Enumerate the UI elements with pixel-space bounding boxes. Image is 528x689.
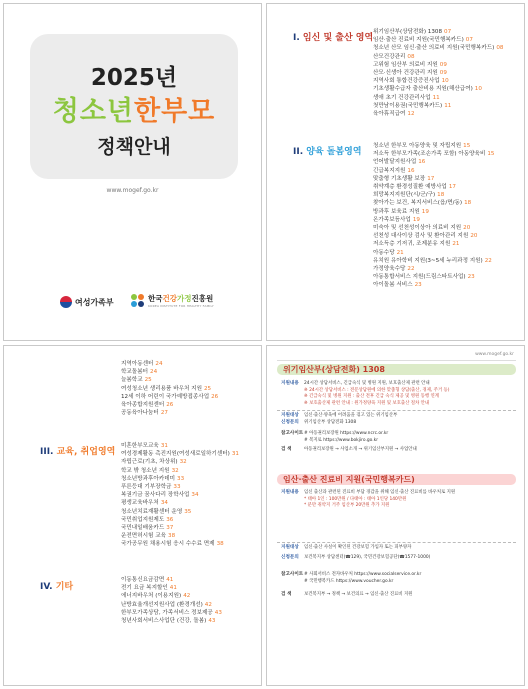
- toc-item[interactable]: 청소년 산모 임신·출산 의료비 지원(국민행복카드) 08: [373, 45, 504, 52]
- toc-item[interactable]: 청소년 한부모 아동양육 및 자립지원 15: [373, 143, 471, 149]
- toc-item[interactable]: 국가공무원 채용시험 응시 수수료 면제 38: [121, 541, 224, 548]
- toc-item[interactable]: 늘봄학교 25: [121, 377, 152, 384]
- toc-item[interactable]: 전기 요금 복지할인 41: [121, 585, 177, 592]
- mogef-logo: [60, 296, 114, 308]
- toc-item[interactable]: 선천성 대사이상 검사 및 환아관리 지원 20: [373, 233, 478, 240]
- toc-item[interactable]: 자립근로(기초, 차상위) 32: [121, 459, 187, 466]
- toc-item[interactable]: 생애 초기 건강관리사업 11: [373, 94, 440, 101]
- toc-item[interactable]: 찾아가는 보건, 복지서비스(읍/면/동) 18: [373, 200, 472, 207]
- toc-item[interactable]: 국민내일배움카드 37: [121, 525, 174, 532]
- toc-item[interactable]: 고위험 임산부 의료비 지원 09: [373, 61, 447, 68]
- block1-row-search: 검 색 아동권리보장원 → 사업소개 → 위기임산부지원 → 사업안내: [281, 447, 417, 452]
- toc-item[interactable]: 희망복지지원단(시/군/구) 18: [373, 192, 445, 199]
- toc-item[interactable]: 온가족보듬사업 19: [373, 216, 420, 223]
- toc-page-2: [3, 345, 262, 686]
- toc-item[interactable]: 임산·출산 진료비 지원(국민행복카드) 07: [373, 37, 473, 44]
- toc-section-1: I. 임신 및 출산 영역: [293, 33, 374, 43]
- divider: [277, 542, 516, 543]
- toc-item[interactable]: 지역사회 통합건강증진사업 10: [373, 78, 449, 85]
- divider: [277, 410, 516, 411]
- detail-page: [266, 345, 525, 686]
- block2-row-content: 지원내용 임신 출산과 관련된 진료비 부담 경감을 위해 임신·출산 진료비를 바우처로 지원 * 태아 1인 : 100만원 / 다태아 : 태아 1인당 140만원 * 분만 취약지 거주 임산부 20만원 추가 지원: [281, 490, 456, 508]
- toc-item[interactable]: 평생교육바우처 34: [121, 500, 168, 507]
- toc-item[interactable]: 이동통신요금감면 41: [121, 577, 174, 583]
- toc-item[interactable]: 방과후 보육료 지원 19: [373, 208, 429, 215]
- toc-item[interactable]: 아동통합서비스 지원(드림스타트사업) 23: [373, 274, 475, 281]
- toc-item[interactable]: 아이돌봄 서비스 23: [373, 282, 422, 289]
- mogef-name: 여성가족부: [75, 297, 114, 307]
- cover-title: [30, 89, 238, 128]
- toc-item[interactable]: 위기임산부(상담전화) 1308 07: [373, 29, 452, 35]
- block2-row-sites: 참고사이트 # 사회서비스 전자바우처 https://www.socialservice.or.kr # 국민행복카드 https://www.voucher.go.kr: [281, 572, 422, 584]
- toc-item[interactable]: 지역아동센터 24: [121, 361, 163, 367]
- toc-item[interactable]: 청년사회서비스사업단 (건강, 돌봄) 43: [121, 618, 216, 625]
- toc-item[interactable]: 아동수당 21: [373, 249, 404, 256]
- block2-row-search: 검 색 보건복지부 → 정책 → 보건의료 → 임신·출산 진료비 지원: [281, 592, 413, 597]
- toc-item[interactable]: 취약계층 환경성질환 예방사업 17: [373, 184, 456, 191]
- toc-item[interactable]: 공동육아나눔터 27: [121, 410, 168, 417]
- cover-title-part1: 청소년: [52, 96, 134, 127]
- detail-url: www.mogef.go.kr: [475, 352, 514, 357]
- kihf-logo: [131, 293, 214, 308]
- toc-item[interactable]: 첫만남이용권(국민행복카드) 11: [373, 102, 452, 109]
- toc-item[interactable]: 긴급복지지원 16: [373, 167, 415, 174]
- block1-row-target: 지원대상 임신·출산·양육에 어려움을 겪고 있는 위기임산부: [281, 413, 398, 418]
- cover-subtitle: 정책안내: [97, 136, 171, 158]
- toc-list-4: [121, 576, 222, 625]
- toc-list-2-cont: [121, 360, 218, 417]
- toc-item[interactable]: 여성청소년 생리용품 바우처 지원 25: [121, 385, 212, 392]
- toc-section-3: III. 교육, 취업영역: [40, 447, 116, 457]
- toc-item[interactable]: 학교돌봄터 24: [121, 369, 158, 376]
- kihf-name: 한국건강가정진흥원: [148, 294, 214, 303]
- toc-list-1: [373, 28, 503, 118]
- toc-item[interactable]: 12세 이하 어린이 국가예방접종사업 26: [121, 393, 219, 400]
- cover-title-part2: 한부모: [134, 96, 216, 127]
- toc-item[interactable]: 유치원 유아학비 지원(3~5세 누리과정 지원) 22: [373, 257, 492, 264]
- block1-title: 위기임산부(상담전화) 1308: [277, 364, 516, 375]
- header-divider: [277, 360, 516, 361]
- toc-item[interactable]: 산모·신생아 건강관리 지원 09: [373, 70, 447, 77]
- toc-list-3: [121, 442, 239, 549]
- toc-item[interactable]: 저소득 한부모가족(조손가족 포함) 아동양육비 15: [373, 151, 495, 158]
- block2-row-target: 지원대상 임신·출산 사실이 확인된 건강보험 가입자 또는 피부양자: [281, 545, 412, 550]
- kihf-name-en: KOREA INSTITUTE FOR HEALTHY FAMILY: [148, 304, 214, 308]
- block1-row-sites: 참고사이트 # 아동권리보장원 https://www.ncrc.or.kr # 복지로 https://www.bokjiro.go.kr: [281, 431, 389, 443]
- toc-item[interactable]: 여성경제활동 촉진지원(여성새로일하기센터) 31: [121, 451, 239, 458]
- cover-url: www.mogef.go.kr: [106, 187, 159, 194]
- block1-row-inquiry: 신청문의 위기임산부 상담전화 1308: [281, 420, 357, 425]
- toc-item[interactable]: 언어발달지원사업 16: [373, 159, 426, 166]
- block2-title: 임산·출산 진료비 지원(국민행복카드): [277, 474, 516, 485]
- toc-section-2: II. 양육 돌봄영역: [293, 147, 362, 157]
- toc-item[interactable]: 청소년치료재활센터 운영 35: [121, 508, 192, 515]
- cover-year: 2025년: [90, 65, 178, 91]
- toc-item[interactable]: 복권기금 꿈사다리 장학사업 34: [121, 492, 199, 499]
- toc-item[interactable]: 미혼한부모교육 31: [121, 443, 168, 449]
- toc-item[interactable]: 미숙아 및 선천성이상아 의료비 지원 20: [373, 225, 471, 232]
- toc-list-2: [373, 142, 495, 290]
- toc-item[interactable]: 육아종합지원센터 26: [121, 402, 174, 409]
- cover-title-box: [30, 34, 238, 179]
- toc-item[interactable]: 푸른등대 기부장학금 33: [121, 484, 181, 491]
- block2-row-inquiry: 신청문의 보건복지부 상담센터(☎129), 국민건강보험공단(☎1577-1000): [281, 555, 431, 560]
- toc-page-1: [266, 3, 525, 341]
- toc-item[interactable]: 기초생활수급자 출산비용 지원(해산급여) 10: [373, 86, 482, 93]
- toc-item[interactable]: 저소득층 기저귀, 조제분유 지원 21: [373, 241, 460, 248]
- cover-page: [3, 3, 262, 341]
- block1-row-content: 지원내용 24시간 상담서비스, 긴급숙식 및 병원 지원, 보호출산제 관련 안내 ※ 24시간 상담서비스 : 전문상담원에 의한 맞춤형 상담(출산, 경제, 주거 등) ※ 긴급숙식 및 병원 지원 : 출산 전후 긴급 숙식 제공 및 병원 동행 연계 ※ 보호출산제 관련 안내 : 원가정양육 지원 및 보호출산 절차 안내: [281, 381, 450, 406]
- toc-item[interactable]: 난방효율개선지원사업 (환경개선) 42: [121, 601, 212, 608]
- toc-item[interactable]: 육아휴직급여 12: [373, 111, 415, 118]
- kihf-mark-icon: [131, 294, 145, 308]
- toc-item[interactable]: 에너지바우처 (이용지원) 42: [121, 593, 191, 600]
- toc-item[interactable]: 가정양육수당 22: [373, 266, 415, 273]
- toc-item[interactable]: 맞춤형 기초생활 보장 17: [373, 175, 435, 182]
- toc-item[interactable]: 학교 밖 청소년 지원 32: [121, 467, 179, 474]
- toc-item[interactable]: 국민취업지원제도 36: [121, 516, 174, 523]
- toc-section-4: IV. 기타: [40, 582, 74, 592]
- toc-item[interactable]: 한부모가족상담, 가족서비스 정보제공 43: [121, 609, 222, 616]
- taegeuk-icon: [60, 296, 72, 308]
- toc-item[interactable]: 청소년방과후아카데미 33: [121, 475, 185, 482]
- toc-item[interactable]: 산모건강관리 08: [373, 53, 415, 60]
- toc-item[interactable]: 운전면허시험 교육 38: [121, 533, 176, 540]
